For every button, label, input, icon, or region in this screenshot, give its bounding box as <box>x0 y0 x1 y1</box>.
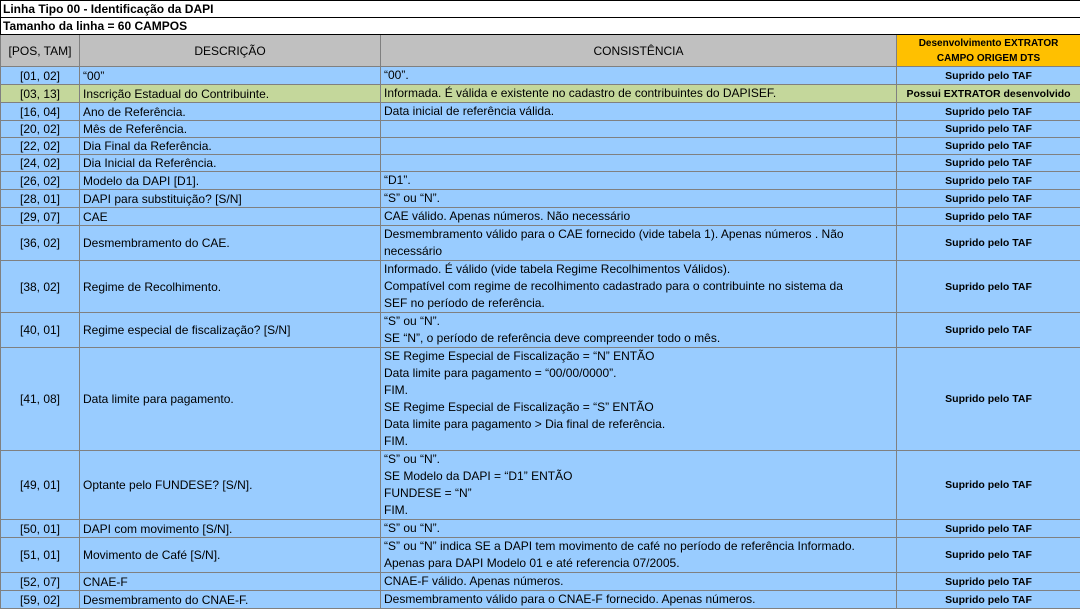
row-consistencia: SE Regime Especial de Fiscalização = “N” ENTÃO Data limite para pagamento = “00/00/0000”. FIM. SE Regime Especial de Fiscalização = “S” ENTÃO Data limite para pagamento > Dia final de referência. FIM. <box>381 348 897 451</box>
row-descricao: Regime especial de fiscalização? [S/N] <box>80 313 381 348</box>
row-descricao: Regime de Recolhimento. <box>80 261 381 313</box>
row-extrator: Suprido pelo TAF <box>897 538 1080 573</box>
row-pos: [29, 07] <box>1 208 80 226</box>
table-row <box>1 226 1080 261</box>
table-row <box>1 190 1080 208</box>
row-extrator: Suprido pelo TAF <box>897 261 1080 313</box>
row-extrator: Suprido pelo TAF <box>897 67 1080 85</box>
row-descricao: “00” <box>80 67 381 85</box>
row-extrator: Suprido pelo TAF <box>897 190 1080 208</box>
row-descricao: Dia Inicial da Referência. <box>80 155 381 172</box>
table-row <box>1 67 1080 85</box>
row-pos: [28, 01] <box>1 190 80 208</box>
row-pos: [50, 01] <box>1 520 80 538</box>
row-consistencia <box>381 155 897 172</box>
row-pos: [51, 01] <box>1 538 80 573</box>
row-descricao: Optante pelo FUNDESE? [S/N]. <box>80 451 381 520</box>
row-pos: [01, 02] <box>1 67 80 85</box>
row-extrator: Suprido pelo TAF <box>897 103 1080 121</box>
table-row <box>1 451 1080 520</box>
row-consistencia: Informado. É válido (vide tabela Regime Recolhimentos Válidos). Compatível com regime de recolhimento cadastrado para o contribuinte no sistema da SEF no período de referência. <box>381 261 897 313</box>
table-row <box>1 538 1080 573</box>
row-consistencia <box>381 138 897 155</box>
row-consistencia: “S” ou “N”. SE Modelo da DAPI = “D1” ENTÃO FUNDESE = “N” FIM. <box>381 451 897 520</box>
row-extrator: Suprido pelo TAF <box>897 520 1080 538</box>
row-extrator: Suprido pelo TAF <box>897 451 1080 520</box>
table-row <box>1 103 1080 121</box>
row-descricao: DAPI com movimento [S/N]. <box>80 520 381 538</box>
row-pos: [52, 07] <box>1 573 80 591</box>
row-consistencia: Desmembramento válido para o CNAE-F fornecido. Apenas números. <box>381 591 897 609</box>
row-pos: [49, 01] <box>1 451 80 520</box>
row-descricao: Modelo da DAPI [D1]. <box>80 172 381 190</box>
row-pos: [40, 01] <box>1 313 80 348</box>
header-extrator: Desenvolvimento EXTRATOR CAMPO ORIGEM DTS <box>897 35 1080 67</box>
row-descricao: CAE <box>80 208 381 226</box>
table-title: Linha Tipo 00 - Identificação da DAPI <box>1 1 1080 18</box>
row-descricao: Desmembramento do CNAE-F. <box>80 591 381 609</box>
row-pos: [26, 02] <box>1 172 80 190</box>
row-consistencia: “S” ou “N”. SE “N”, o período de referência deve compreender todo o mês. <box>381 313 897 348</box>
row-descricao: Data limite para pagamento. <box>80 348 381 451</box>
row-consistencia: “S” ou “N” indica SE a DAPI tem movimento de café no período de referência Informado. Apenas para DAPI Modelo 01 e até referencia 07/2005. <box>381 538 897 573</box>
row-extrator: Suprido pelo TAF <box>897 138 1080 155</box>
table-row <box>1 313 1080 348</box>
table-row <box>1 520 1080 538</box>
row-consistencia: “S” ou “N”. <box>381 520 897 538</box>
row-extrator: Suprido pelo TAF <box>897 573 1080 591</box>
row-descricao: Ano de Referência. <box>80 103 381 121</box>
table-row <box>1 85 1080 103</box>
row-pos: [41, 08] <box>1 348 80 451</box>
row-consistencia: Data inicial de referência válida. <box>381 103 897 121</box>
row-descricao: Dia Final da Referência. <box>80 138 381 155</box>
row-extrator: Suprido pelo TAF <box>897 591 1080 609</box>
row-pos: [03, 13] <box>1 85 80 103</box>
subtitle-row <box>1 18 1080 35</box>
row-consistencia <box>381 121 897 138</box>
row-pos: [24, 02] <box>1 155 80 172</box>
table-row <box>1 121 1080 138</box>
row-extrator: Possui EXTRATOR desenvolvido <box>897 85 1080 103</box>
header-pos: [POS, TAM] <box>1 35 80 67</box>
row-pos: [59, 02] <box>1 591 80 609</box>
row-consistencia: CNAE-F válido. Apenas números. <box>381 573 897 591</box>
row-descricao: DAPI para substituição? [S/N] <box>80 190 381 208</box>
row-pos: [22, 02] <box>1 138 80 155</box>
header-row <box>1 35 1080 67</box>
row-consistencia: Informada. É válida e existente no cadastro de contribuintes do DAPISEF. <box>381 85 897 103</box>
table-row <box>1 573 1080 591</box>
row-consistencia: “D1”. <box>381 172 897 190</box>
row-extrator: Suprido pelo TAF <box>897 226 1080 261</box>
row-extrator: Suprido pelo TAF <box>897 155 1080 172</box>
row-pos: [38, 02] <box>1 261 80 313</box>
row-descricao: CNAE-F <box>80 573 381 591</box>
row-pos: [16, 04] <box>1 103 80 121</box>
table-row <box>1 208 1080 226</box>
row-extrator: Suprido pelo TAF <box>897 348 1080 451</box>
row-pos: [36, 02] <box>1 226 80 261</box>
row-extrator: Suprido pelo TAF <box>897 313 1080 348</box>
table-row <box>1 172 1080 190</box>
row-descricao: Movimento de Café [S/N]. <box>80 538 381 573</box>
table-row <box>1 261 1080 313</box>
row-pos: [20, 02] <box>1 121 80 138</box>
row-descricao: Mês de Referência. <box>80 121 381 138</box>
table-row <box>1 591 1080 609</box>
row-extrator: Suprido pelo TAF <box>897 208 1080 226</box>
header-descricao: DESCRIÇÃO <box>80 35 381 67</box>
row-consistencia: Desmembramento válido para o CAE fornecido (vide tabela 1). Apenas números . Não necessário <box>381 226 897 261</box>
row-extrator: Suprido pelo TAF <box>897 172 1080 190</box>
row-descricao: Inscrição Estadual do Contribuinte. <box>80 85 381 103</box>
table-row <box>1 138 1080 155</box>
table-subtitle: Tamanho da linha = 60 CAMPOS <box>1 18 1080 35</box>
header-consistencia: CONSISTÊNCIA <box>381 35 897 67</box>
table-row <box>1 348 1080 451</box>
row-consistencia: “00”. <box>381 67 897 85</box>
row-consistencia: “S” ou “N”. <box>381 190 897 208</box>
row-extrator: Suprido pelo TAF <box>897 121 1080 138</box>
table-row <box>1 155 1080 172</box>
row-consistencia: CAE válido. Apenas números. Não necessário <box>381 208 897 226</box>
row-descricao: Desmembramento do CAE. <box>80 226 381 261</box>
title-row <box>1 1 1080 18</box>
